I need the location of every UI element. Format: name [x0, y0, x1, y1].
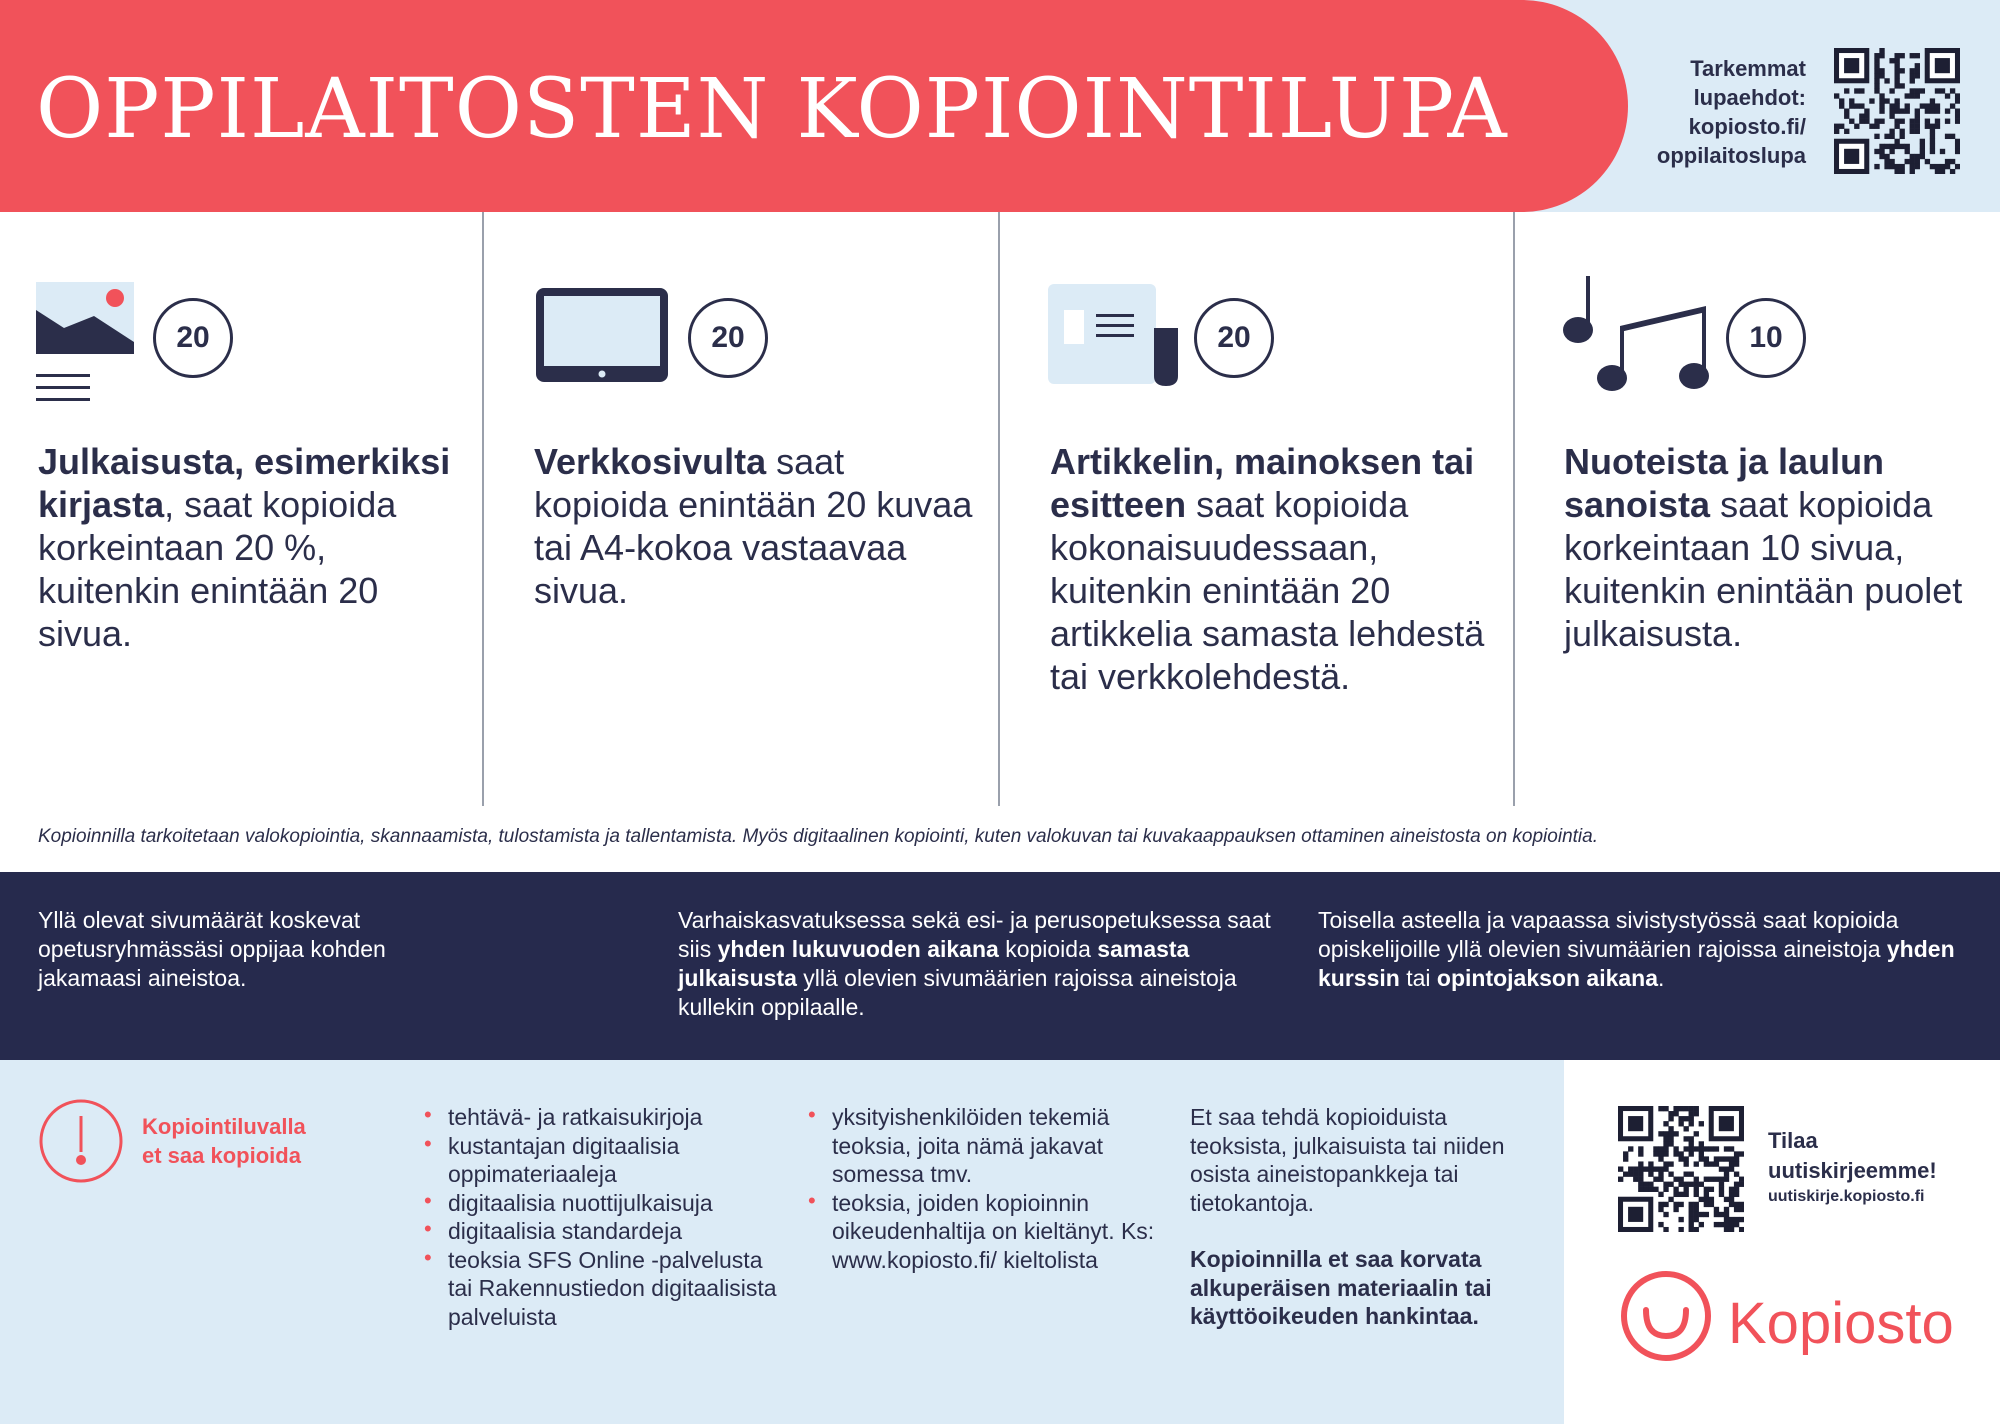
publication-rule-text: Julkaisusta, esimerkiksi kirjasta, saat kopioida korkeintaan 20 %, kuitenkin enintään 20 sivua.: [38, 441, 451, 654]
website-rule-text: Verkkosivulta saat kopioida enintään 20 kuvaa tai A4-kokoa vastaavaa sivua.: [534, 441, 973, 611]
newsletter-link[interactable]: uutiskirje.kopiosto.fi: [1768, 1188, 1925, 1205]
license-terms-caption: Tarkemmat lupaehdot: kopiosto.fi/ oppilaitoslupa: [1656, 56, 1806, 168]
list-item: • digitaalisia standardeja: [424, 1217, 784, 1246]
page-limit-badge: 20: [688, 298, 768, 378]
database-restriction-note: Et saa tehdä kopioiduista teoksista, julkaisuista tai niiden osista aineistopankkeja tai tietokantoja.: [1190, 1104, 1505, 1216]
list-item: • teoksia SFS Online -palvelusta tai Rakennustiedon digitaalisista palveluista: [424, 1246, 784, 1332]
copying-definition-note: Kopioinnilla tarkoitetaan valokopiointia, skannaamista, tulostamista ja tallentamista. Myös digitaalinen kopiointi, kuten valokuvan tai kuvakaappauksen ottaminen aineistosta on kopiointia.: [38, 826, 1598, 847]
page-limit-badge: 10: [1726, 298, 1806, 378]
restrictions-heading: Kopiointiluvalla et saa kopioida: [142, 1114, 306, 1168]
band-text-basic-education: Varhaiskasvatuksessa sekä esi- ja perusopetuksessa saat siis yhden lukuvuoden aikana kopioida samasta julkaisusta yllä olevien sivumäärien rajoissa aineistoja kullekin oppilaalle.: [678, 907, 1271, 1020]
list-item: • tehtävä- ja ratkaisukirjoja: [424, 1103, 784, 1132]
column-divider: [482, 212, 484, 806]
music-notes-icon: [1560, 272, 1710, 400]
column-divider: [1513, 212, 1515, 806]
article-rule-text: Artikkelin, mainoksen tai esitteen saat kopioida kokonaisuudessaan, kuitenkin enintään 20 artikkelia samasta lehdestä tai verkkolehdestä.: [1050, 441, 1485, 697]
kopiosto-logo-icon: [1618, 1268, 1714, 1364]
restricted-materials-list: [424, 1103, 784, 1331]
list-item: • teoksia, joiden kopioinnin oikeudenhaltija on kieltänyt. Ks: www.kopiosto.fi/ kieltolista: [808, 1189, 1168, 1275]
kopiosto-logo-text: Kopiosto: [1728, 1291, 1954, 1356]
page-title: OPPILAITOSTEN KOPIOINTILUPA: [36, 62, 1508, 157]
sheet-music-rule-text: Nuoteista ja laulun sanoista saat kopioida korkeintaan 10 sivua, kuitenkin enintään puolet julkaisusta.: [1564, 441, 1963, 654]
newsletter-qr-code-icon[interactable]: [1618, 1106, 1744, 1232]
page-limit-badge: 20: [153, 298, 233, 378]
newsletter-cta: Tilaa uutiskirjeemme!: [1768, 1128, 1937, 1183]
license-qr-code-icon[interactable]: [1834, 48, 1960, 174]
warning-icon: [38, 1098, 124, 1184]
restricted-works-list: [808, 1103, 1168, 1274]
list-item: • yksityishenkilöiden tekemiä teoksia, joita nämä jakavat somessa tmv.: [808, 1103, 1168, 1189]
list-item: • kustantajan digitaalisia oppimateriaaleja: [424, 1132, 784, 1189]
page-limit-badge: 20: [1194, 298, 1274, 378]
list-item: • digitaalisia nuottijulkaisuja: [424, 1189, 784, 1218]
image-icon: [36, 280, 136, 406]
column-divider: [998, 212, 1000, 806]
newspaper-icon: [1048, 284, 1184, 388]
band-text-group: Yllä olevat sivumäärät koskevat opetusryhmässäsi oppijaa kohden jakamaasi aineistoa.: [38, 907, 386, 991]
tablet-icon: [534, 286, 672, 386]
replacement-restriction-note: Kopioinnilla et saa korvata alkuperäisen materiaalin tai käyttöoikeuden hankintaa.: [1190, 1246, 1492, 1329]
band-text-secondary-education: Toisella asteella ja vapaassa sivistystyössä saat kopioida opiskelijoille yllä olevien sivumäärien rajoissa aineistoja yhden kurssin tai opintojakson aikana.: [1318, 907, 1955, 991]
